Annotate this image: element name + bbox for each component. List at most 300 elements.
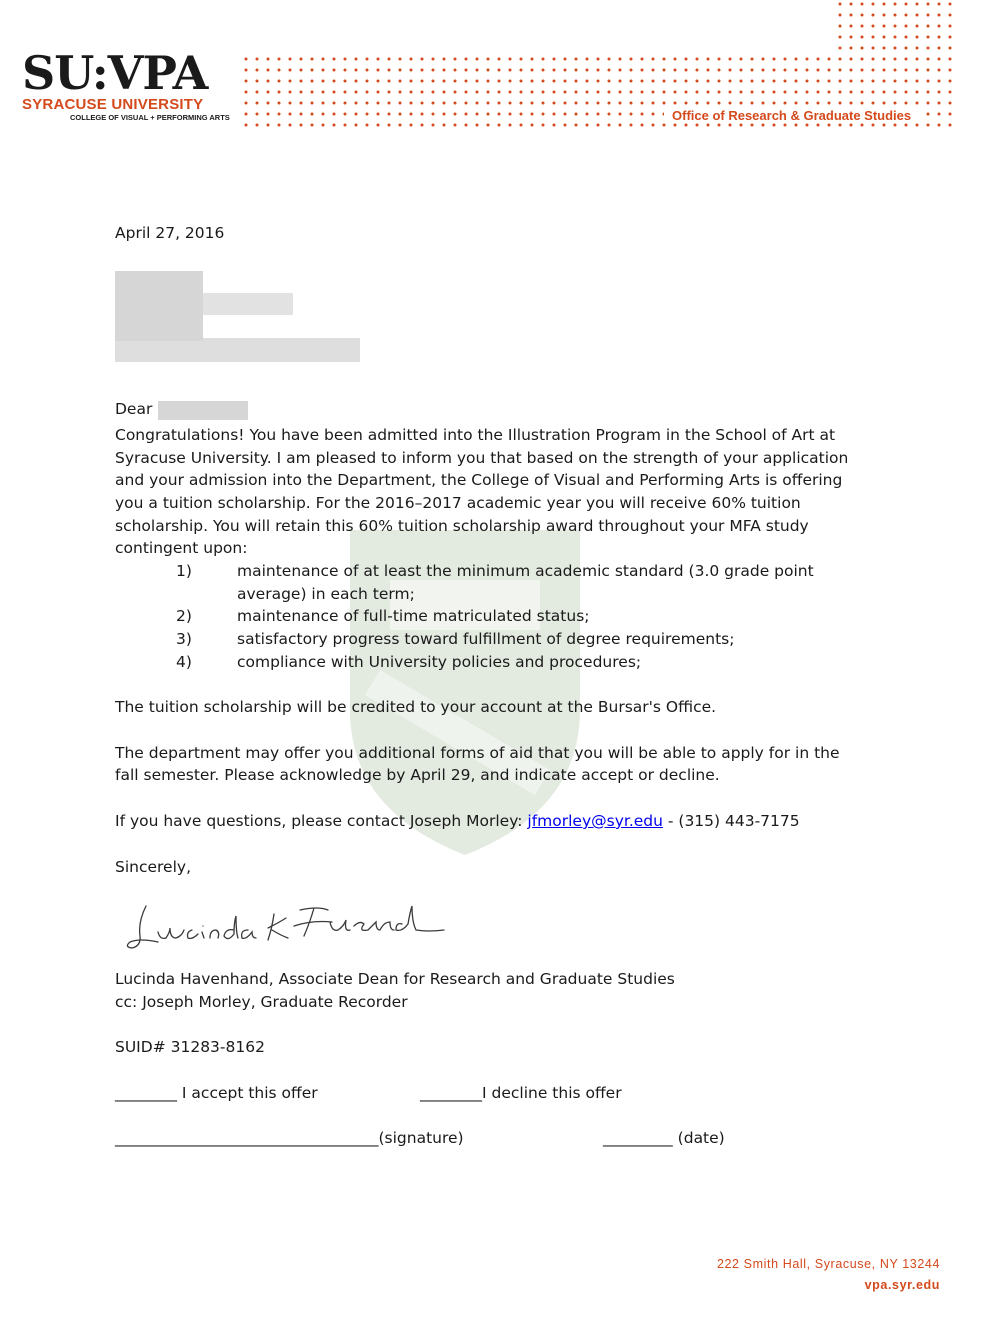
pattern-dot	[542, 69, 545, 72]
pattern-dot	[861, 124, 864, 127]
pattern-dot	[432, 58, 435, 61]
pattern-dot	[916, 69, 919, 72]
pattern-dot	[674, 91, 677, 94]
pattern-dot	[355, 113, 358, 116]
pattern-dot	[927, 91, 930, 94]
pattern-dot	[608, 102, 611, 105]
pattern-dot	[905, 69, 908, 72]
pattern-dot	[949, 80, 952, 83]
paragraph-line: Congratulations! You have been admitted into the Illustration Program in the School of Art at	[115, 426, 836, 444]
pattern-dot	[487, 58, 490, 61]
pattern-dot	[828, 102, 831, 105]
pattern-dot	[432, 113, 435, 116]
pattern-dot	[949, 91, 952, 94]
pattern-dot	[795, 124, 798, 127]
pattern-dot	[278, 102, 281, 105]
pattern-dot	[806, 91, 809, 94]
condition-text: maintenance of at least the minimum academic standard (3.0 grade point	[237, 562, 814, 580]
pattern-dot	[278, 58, 281, 61]
contact-email-link[interactable]: jfmorley@syr.edu	[527, 812, 663, 830]
pattern-dot	[410, 113, 413, 116]
pattern-dot	[344, 124, 347, 127]
pattern-dot	[355, 124, 358, 127]
pattern-dot	[278, 113, 281, 116]
pattern-dot	[916, 36, 919, 39]
pattern-dot	[784, 124, 787, 127]
pattern-dot	[300, 80, 303, 83]
pattern-dot	[949, 113, 952, 116]
pattern-dot	[564, 102, 567, 105]
pattern-dot	[498, 113, 501, 116]
pattern-dot	[399, 58, 402, 61]
pattern-dot	[564, 91, 567, 94]
pattern-dot	[531, 69, 534, 72]
pattern-dot	[652, 91, 655, 94]
pattern-dot	[454, 91, 457, 94]
pattern-dot	[443, 124, 446, 127]
handwritten-signature	[118, 892, 448, 956]
pattern-dot	[938, 80, 941, 83]
pattern-dot	[850, 91, 853, 94]
pattern-dot	[927, 14, 930, 17]
pattern-dot	[300, 69, 303, 72]
pattern-dot	[784, 69, 787, 72]
pattern-dot	[289, 58, 292, 61]
pattern-dot	[839, 36, 842, 39]
pattern-dot	[487, 102, 490, 105]
pattern-dot	[410, 102, 413, 105]
pattern-dot	[355, 91, 358, 94]
pattern-dot	[729, 80, 732, 83]
pattern-dot	[718, 69, 721, 72]
pattern-dot	[718, 102, 721, 105]
pattern-dot	[630, 102, 633, 105]
pattern-dot	[773, 91, 776, 94]
condition-number: 1)	[176, 562, 192, 580]
pattern-dot	[443, 113, 446, 116]
pattern-dot	[399, 69, 402, 72]
pattern-dot	[652, 113, 655, 116]
pattern-dot	[465, 58, 468, 61]
pattern-dot	[872, 102, 875, 105]
pattern-dot	[883, 124, 886, 127]
pattern-dot	[949, 47, 952, 50]
pattern-dot	[773, 80, 776, 83]
condition-number: 4)	[176, 653, 192, 671]
pattern-dot	[883, 80, 886, 83]
pattern-dot	[839, 58, 842, 61]
pattern-dot	[850, 69, 853, 72]
signature-field[interactable]: __________________________________(signature)	[115, 1129, 464, 1147]
pattern-dot	[707, 69, 710, 72]
pattern-dot	[949, 14, 952, 17]
pattern-dot	[322, 58, 325, 61]
pattern-dot	[509, 58, 512, 61]
pattern-dot	[905, 102, 908, 105]
pattern-dot	[410, 69, 413, 72]
pattern-dot	[520, 124, 523, 127]
pattern-dot	[740, 80, 743, 83]
pattern-dot	[784, 102, 787, 105]
pattern-dot	[883, 25, 886, 28]
pattern-dot	[443, 69, 446, 72]
pattern-dot	[245, 124, 248, 127]
pattern-dot	[432, 80, 435, 83]
pattern-dot	[641, 80, 644, 83]
pattern-dot	[883, 36, 886, 39]
pattern-dot	[454, 113, 457, 116]
pattern-dot	[443, 58, 446, 61]
pattern-dot	[399, 113, 402, 116]
pattern-dot	[289, 124, 292, 127]
pattern-dot	[487, 69, 490, 72]
pattern-dot	[630, 124, 633, 127]
pattern-dot	[300, 102, 303, 105]
pattern-dot	[344, 91, 347, 94]
letter-date: April 27, 2016	[115, 224, 225, 242]
pattern-dot	[399, 91, 402, 94]
pattern-dot	[278, 124, 281, 127]
pattern-dot	[619, 58, 622, 61]
pattern-dot	[245, 58, 248, 61]
pattern-dot	[608, 80, 611, 83]
logo-wordmark: SU:VPA	[22, 46, 208, 100]
pattern-dot	[850, 14, 853, 17]
pattern-dot	[553, 102, 556, 105]
pattern-dot	[905, 14, 908, 17]
pattern-dot	[927, 124, 930, 127]
pattern-dot	[652, 58, 655, 61]
pattern-dot	[784, 80, 787, 83]
pattern-dot	[938, 91, 941, 94]
pattern-dot	[421, 69, 424, 72]
pattern-dot	[498, 80, 501, 83]
pattern-dot	[300, 124, 303, 127]
pattern-dot	[740, 58, 743, 61]
pattern-dot	[916, 80, 919, 83]
pattern-dot	[949, 36, 952, 39]
pattern-dot	[905, 124, 908, 127]
pattern-dot	[751, 102, 754, 105]
pattern-dot	[872, 14, 875, 17]
pattern-dot	[674, 124, 677, 127]
pattern-dot	[278, 80, 281, 83]
pattern-dot	[806, 69, 809, 72]
pattern-dot	[432, 102, 435, 105]
pattern-dot	[388, 91, 391, 94]
pattern-dot	[949, 69, 952, 72]
pattern-dot	[575, 58, 578, 61]
pattern-dot	[619, 80, 622, 83]
pattern-dot	[245, 102, 248, 105]
pattern-dot	[421, 58, 424, 61]
pattern-dot	[806, 58, 809, 61]
pattern-dot	[366, 113, 369, 116]
pattern-dot	[740, 69, 743, 72]
pattern-dot	[905, 3, 908, 6]
pattern-dot	[850, 3, 853, 6]
pattern-dot	[872, 36, 875, 39]
pattern-dot	[355, 58, 358, 61]
pattern-dot	[894, 47, 897, 50]
condition-text: maintenance of full-time matriculated status;	[237, 607, 590, 625]
pattern-dot	[509, 80, 512, 83]
pattern-dot	[421, 91, 424, 94]
pattern-dot	[938, 36, 941, 39]
pattern-dot	[938, 124, 941, 127]
pattern-dot	[520, 58, 523, 61]
pattern-dot	[388, 58, 391, 61]
signer-name: Lucinda Havenhand, Associate Dean for Research and Graduate Studies	[115, 970, 675, 988]
pattern-dot	[586, 102, 589, 105]
pattern-dot	[498, 58, 501, 61]
pattern-dot	[487, 124, 490, 127]
pattern-dot	[553, 69, 556, 72]
pattern-dot	[245, 113, 248, 116]
pattern-dot	[311, 124, 314, 127]
pattern-dot	[916, 91, 919, 94]
pattern-dot	[850, 124, 853, 127]
pattern-dot	[905, 25, 908, 28]
pattern-dot	[597, 58, 600, 61]
pattern-dot	[333, 80, 336, 83]
pattern-dot	[916, 124, 919, 127]
pattern-dot	[916, 58, 919, 61]
paragraph-line: The department may offer you additional forms of aid that you will be able to apply for in the	[115, 744, 840, 762]
pattern-dot	[454, 102, 457, 105]
pattern-dot	[927, 25, 930, 28]
pattern-dot	[762, 102, 765, 105]
pattern-dot	[949, 25, 952, 28]
pattern-dot	[652, 80, 655, 83]
pattern-dot	[322, 124, 325, 127]
pattern-dot	[597, 91, 600, 94]
pattern-dot	[729, 124, 732, 127]
pattern-dot	[729, 58, 732, 61]
pattern-dot	[729, 91, 732, 94]
pattern-dot	[498, 91, 501, 94]
pattern-dot	[377, 102, 380, 105]
pattern-dot	[542, 80, 545, 83]
pattern-dot	[542, 91, 545, 94]
pattern-dot	[883, 14, 886, 17]
pattern-dot	[817, 124, 820, 127]
pattern-dot	[377, 124, 380, 127]
pattern-dot	[927, 3, 930, 6]
pattern-dot	[817, 80, 820, 83]
pattern-dot	[520, 102, 523, 105]
pattern-dot	[366, 80, 369, 83]
pattern-dot	[256, 69, 259, 72]
pattern-dot	[465, 91, 468, 94]
pattern-dot	[795, 58, 798, 61]
pattern-dot	[564, 69, 567, 72]
pattern-dot	[883, 69, 886, 72]
pattern-dot	[762, 124, 765, 127]
pattern-dot	[795, 69, 798, 72]
pattern-dot	[905, 47, 908, 50]
contact-line	[115, 810, 800, 833]
pattern-dot	[267, 69, 270, 72]
pattern-dot	[674, 69, 677, 72]
pattern-dot	[366, 102, 369, 105]
pattern-dot	[476, 58, 479, 61]
date-field[interactable]: _________ (date)	[603, 1129, 725, 1147]
pattern-dot	[927, 58, 930, 61]
pattern-dot	[685, 91, 688, 94]
pattern-dot	[531, 91, 534, 94]
pattern-dot	[927, 80, 930, 83]
pattern-dot	[696, 58, 699, 61]
pattern-dot	[520, 91, 523, 94]
pattern-dot	[916, 3, 919, 6]
pattern-dot	[344, 102, 347, 105]
pattern-dot	[850, 47, 853, 50]
pattern-dot	[586, 58, 589, 61]
pattern-dot	[806, 124, 809, 127]
pattern-dot	[938, 47, 941, 50]
redacted-name	[158, 401, 248, 420]
pattern-dot	[663, 80, 666, 83]
pattern-dot	[883, 91, 886, 94]
pattern-dot	[630, 113, 633, 116]
pattern-dot	[333, 91, 336, 94]
pattern-dot	[949, 58, 952, 61]
pattern-dot	[861, 3, 864, 6]
pattern-dot	[938, 25, 941, 28]
pattern-dot	[267, 102, 270, 105]
logo-college: COLLEGE OF VISUAL + PERFORMING ARTS	[70, 113, 230, 122]
pattern-dot	[388, 80, 391, 83]
pattern-dot	[520, 113, 523, 116]
pattern-dot	[641, 124, 644, 127]
accept-offer-field[interactable]: ________ I accept this offer	[115, 1084, 318, 1102]
pattern-dot	[861, 69, 864, 72]
pattern-dot	[850, 25, 853, 28]
pattern-dot	[564, 113, 567, 116]
pattern-dot	[641, 58, 644, 61]
decline-offer-field[interactable]: ________I decline this offer	[420, 1084, 622, 1102]
pattern-dot	[817, 58, 820, 61]
pattern-dot	[839, 91, 842, 94]
pattern-dot	[872, 25, 875, 28]
pattern-dot	[509, 91, 512, 94]
pattern-dot	[542, 58, 545, 61]
pattern-dot	[465, 124, 468, 127]
pattern-dot	[388, 69, 391, 72]
pattern-dot	[553, 124, 556, 127]
pattern-dot	[322, 91, 325, 94]
pattern-dot	[696, 80, 699, 83]
pattern-dot	[718, 124, 721, 127]
pattern-dot	[630, 80, 633, 83]
pattern-dot	[674, 58, 677, 61]
pattern-dot	[597, 69, 600, 72]
pattern-dot	[740, 91, 743, 94]
pattern-dot	[421, 113, 424, 116]
pattern-dot	[377, 80, 380, 83]
contact-prefix: If you have questions, please contact Joseph Morley:	[115, 812, 528, 830]
pattern-dot	[366, 124, 369, 127]
pattern-dot	[663, 91, 666, 94]
pattern-dot	[465, 113, 468, 116]
pattern-dot	[861, 14, 864, 17]
pattern-dot	[894, 14, 897, 17]
pattern-dot	[795, 91, 798, 94]
condition-text: average) in each term;	[237, 585, 415, 603]
pattern-dot	[762, 69, 765, 72]
pattern-dot	[938, 58, 941, 61]
pattern-dot	[773, 124, 776, 127]
paragraph-line: scholarship. You will retain this 60% tuition scholarship award throughout your MFA study	[115, 517, 809, 535]
pattern-dot	[344, 69, 347, 72]
pattern-dot	[267, 80, 270, 83]
pattern-dot	[894, 69, 897, 72]
pattern-dot	[685, 102, 688, 105]
pattern-dot	[861, 47, 864, 50]
pattern-dot	[520, 80, 523, 83]
pattern-dot	[333, 102, 336, 105]
pattern-dot	[619, 91, 622, 94]
pattern-dot	[443, 80, 446, 83]
pattern-dot	[289, 69, 292, 72]
pattern-dot	[938, 3, 941, 6]
pattern-dot	[663, 124, 666, 127]
pattern-dot	[520, 69, 523, 72]
pattern-dot	[905, 91, 908, 94]
pattern-dot	[784, 91, 787, 94]
pattern-dot	[718, 80, 721, 83]
pattern-dot	[311, 91, 314, 94]
pattern-dot	[839, 25, 842, 28]
pattern-dot	[916, 47, 919, 50]
pattern-dot	[300, 58, 303, 61]
pattern-dot	[718, 91, 721, 94]
pattern-dot	[509, 124, 512, 127]
pattern-dot	[872, 69, 875, 72]
pattern-dot	[575, 102, 578, 105]
pattern-dot	[641, 102, 644, 105]
pattern-dot	[696, 91, 699, 94]
pattern-dot	[608, 91, 611, 94]
pattern-dot	[905, 58, 908, 61]
pattern-dot	[839, 124, 842, 127]
pattern-dot	[377, 91, 380, 94]
paragraph-line: and your admission into the Department, the College of Visual and Performing Arts is offering	[115, 471, 843, 489]
pattern-dot	[575, 69, 578, 72]
pattern-dot	[509, 113, 512, 116]
pattern-dot	[586, 69, 589, 72]
pattern-dot	[894, 36, 897, 39]
pattern-dot	[916, 14, 919, 17]
pattern-dot	[410, 124, 413, 127]
pattern-dot	[707, 58, 710, 61]
pattern-dot	[443, 91, 446, 94]
office-name: Office of Research & Graduate Studies	[664, 108, 919, 123]
pattern-dot	[850, 102, 853, 105]
pattern-dot	[828, 80, 831, 83]
cc-line: cc: Joseph Morley, Graduate Recorder	[115, 993, 408, 1011]
pattern-dot	[509, 102, 512, 105]
pattern-dot	[542, 113, 545, 116]
pattern-dot	[575, 91, 578, 94]
pattern-dot	[663, 102, 666, 105]
pattern-dot	[278, 91, 281, 94]
pattern-dot	[278, 69, 281, 72]
footer-website: vpa.syr.edu	[864, 1278, 940, 1292]
pattern-dot	[322, 113, 325, 116]
pattern-dot	[597, 80, 600, 83]
